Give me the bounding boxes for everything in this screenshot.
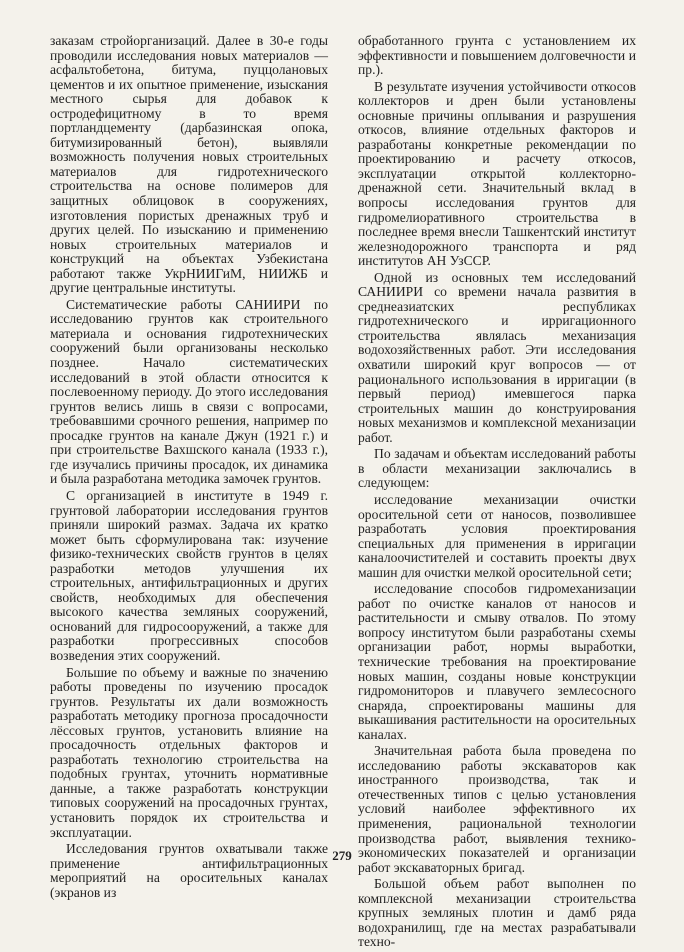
paragraph: заказам стройорганизаций. Далее в 30-е годы проводили исследования новых материалов — асфальтобетона, битума, пуццолановых цементов и их опытное применение, изыскания местного сырья для добавок к остродефицитному в то время портландцементу (дарбазинская опока, битумизированный бетон), выявляли возможность получения новых строительных материалов для гидротехнического строительства на основе полимеров для защитных облицовок в сооружениях, изготовления пористых дренажных труб и других целей. По изысканию и применению новых строительных материалов и конструкций на объектах Узбекистана работают также УкрНИИГиМ, НИИЖБ и другие центральные институты. xyxy=(50,33,328,296)
list-item: исследование механизации очистки оросительной сети от наносов, позволившее разработать условия проектирования специальных для применения в ирригации каналоочистителей и составить проекты двух машин для очистки мелкой оросительной сети; xyxy=(358,491,636,580)
paragraph: По задачам и объектам исследований работы в области механизации заключались в следующем: xyxy=(358,446,636,491)
paragraph: С организацией в институте в 1949 г. грунтовой лаборатории исследования грунтов приняли широкий размах. Задача их кратко может быть сформулирована так: изучение физико-технических свойств грунтов в целях разработки методов улучшения их строительных, антифильтрационных и других свойств, необходимых для обеспечения высокого качества земляных сооружений, оснований для гидросооружений, а также для разработки прогрессивных способов возведения этих сооружений. xyxy=(50,487,328,663)
right-column xyxy=(358,34,636,952)
list-item: исследование способов гидромеханизации работ по очистке каналов от наносов и растительности и смыву отвалов. По этому вопросу институтом были разработаны схемы организации работ, нормы выработки, технические требования на проектирование новых машин, созданы новые конструкции гидромониторов и плавучего землесосного снаряда, спроектированы машины для выкашивания растительности на оросительных каналах. xyxy=(358,581,636,742)
paragraph: Одной из основных тем исследований САНИИРИ со времени начала развития в среднеазиатских республиках гидротехнического и ирригационного строительства являлась механизация водохозяйственных работ. Эти исследования охватили широкий круг вопросов — от рационального использования в ирригации (в первый период) имевшегося парка строительных машин до конструирования новых механизмов и комплексной механизации работ. xyxy=(358,269,636,445)
paragraph: обработанного грунта с установлением их эффективности и повышением долговечности и пр.). xyxy=(358,33,636,78)
paragraph: В результате изучения устойчивости откосов коллекторов и дрен были установлены основные причины оплывания и разрушения откосов, влияние отдельных факторов и разработаны конкретные рекомендации по проектированию и расчету откосов, эксплуатации открытой коллекторно-дренажной сети. Значительный вклад в вопросы исследования грунтов для гидромелиоративного строительства в последнее время внесли Ташкентский институт железнодорожного транспорта и ряд институтов АН УзССР. xyxy=(358,78,636,269)
paragraph: Систематические работы САНИИРИ по исследованию грунтов как строительного материала и основания гидротехнических сооружений были организованы несколько позднее. Начало систематических исследований в этой области относится к послевоенному периоду. До этого исследования грунтов велись лишь в связи с вопросами, требовавшими срочного решения, например по просадке грунтов на канале Джун (1921 г.) и при строительстве Вахшского канала (1933 г.), где изучались причины просадок, их динамика и была разработана методика замочек грунтов. xyxy=(50,296,328,487)
paragraph: Исследования грунтов охватывали также применение антифильтрационных мероприятий на оросительных каналах (экранов из xyxy=(50,841,328,900)
paragraph: Значительная работа была проведена по исследованию работы экскаваторов как иностранного производства, так и отечественных типов с целью установления условий наиболее эффективного их применения, рациональной технологии производства работ, выявления технико-экономических показателей и организации работ экскаваторных бригад. xyxy=(358,743,636,875)
page-number: 279 xyxy=(332,848,352,863)
paragraph: Большой объем работ выполнен по комплексной механизации строительства крупных земляных плотин и дамб ряда водохранилищ, где на местах разрабатывали техно- xyxy=(358,876,636,950)
left-column xyxy=(50,34,328,902)
paragraph: Большие по объему и важные по значению работы проведены по изучению просадок грунтов. Результаты их дали возможность разработать методику прогноза просадочности лёссовых грунтов, установить влияние на просадочность отдельных факторов и разработать технологию строительства на подобных грунтах, уточнить нормативные данные, а также разработать конструкции типовых сооружений на просадочных грунтах, установить порядок их строительства и эксплуатации. xyxy=(50,664,328,840)
